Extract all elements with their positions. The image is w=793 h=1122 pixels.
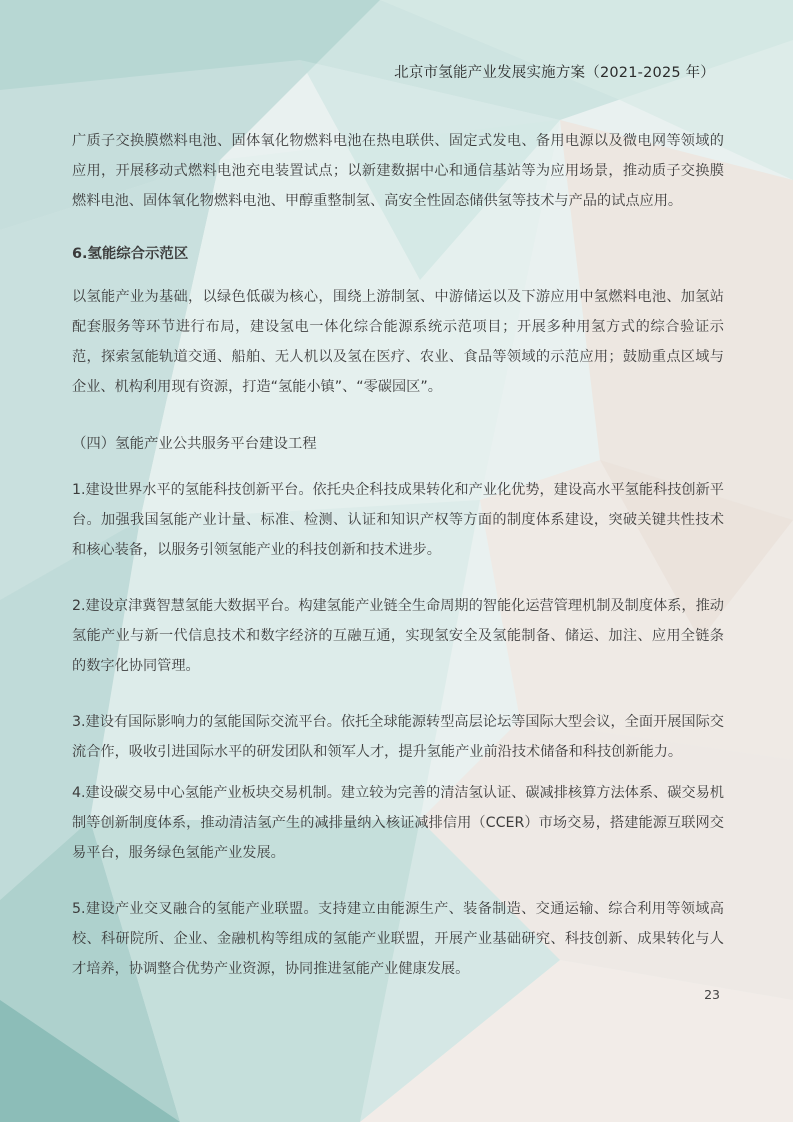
paragraph-item-1: 1.建设世界水平的氢能科技创新平台。依托央企科技成果转化和产业化优势，建设高水平氢能科技创新平台。加强我国氢能产业计量、标准、检测、认证和知识产权等方面的制度体系建设，突破关键共性技术和核心装备，以服务引领氢能产业的科技创新和技术进步。 bbox=[72, 482, 724, 558]
paragraph-item-5: 5.建设产业交叉融合的氢能产业联盟。支持建立由能源生产、装备制造、交通运输、综合利用等领域高校、科研院所、企业、金融机构等组成的氢能产业联盟，开展产业基础研究、科技创新、成果转化与人才培养，协调整合优势产业资源，协同推进氢能产业健康发展。 bbox=[72, 901, 724, 977]
section-heading-6: 6.氢能综合示范区 bbox=[72, 246, 189, 262]
page-number: 23 bbox=[704, 987, 720, 1002]
page-header-title: 北京市氢能产业发展实施方案（2021-2025 年） bbox=[394, 65, 715, 81]
intro-paragraph: 广质子交换膜燃料电池、固体氧化物燃料电池在热电联供、固定式发电、备用电源以及微电网等领域的应用，开展移动式燃料电池充电装置试点；以新建数据中心和通信基站等为应用场景，推动质子交换膜燃料电池、固体氧化物燃料电池、甲醇重整制氢、高安全性固态储供氢等技术与产品的试点应用。 bbox=[72, 133, 724, 209]
paragraph-item-2: 2.建设京津冀智慧氢能大数据平台。构建氢能产业链全生命周期的智能化运营管理机制及制度体系，推动氢能产业与新一代信息技术和数字经济的互融互通，实现氢安全及氢能制备、储运、加注、应用全链条的数字化协同管理。 bbox=[72, 598, 724, 674]
paragraph-item-4: 4.建设碳交易中心氢能产业板块交易机制。建立较为完善的清洁氢认证、碳减排核算方法体系、碳交易机制等创新制度体系，推动清洁氢产生的减排量纳入核证减排信用（CCER）市场交易，搭建能源互联网交易平台，服务绿色氢能产业发展。 bbox=[72, 785, 724, 861]
paragraph-6: 以氢能产业为基础，以绿色低碳为核心，围绕上游制氢、中游储运以及下游应用中氢燃料电池、加氢站配套服务等环节进行布局，建设氢电一体化综合能源系统示范项目；开展多种用氢方式的综合验证示范，探索氢能轨道交通、船舶、无人机以及氢在医疗、农业、食品等领域的示范应用；鼓励重点区域与企业、机构利用现有资源，打造“氢能小镇”、“零碳园区”。 bbox=[72, 289, 724, 395]
section-heading-4: （四）氢能产业公共服务平台建设工程 bbox=[72, 436, 317, 452]
paragraph-item-3: 3.建设有国际影响力的氢能国际交流平台。依托全球能源转型高层论坛等国际大型会议，全面开展国际交流合作，吸收引进国际水平的研发团队和领军人才，提升氢能产业前沿技术储备和科技创新能力。 bbox=[72, 714, 724, 760]
